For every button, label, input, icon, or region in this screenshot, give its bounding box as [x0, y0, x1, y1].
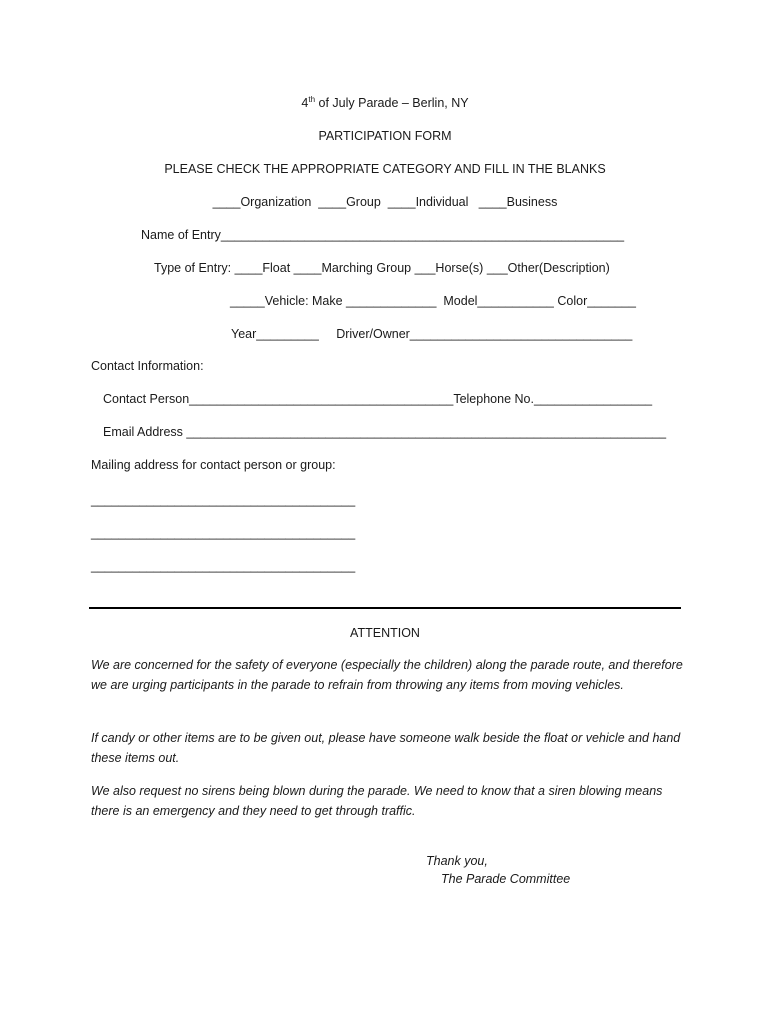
attention-text-3: We also request no sirens being blown during the parade. We need to know that a siren blowing means there is an emergency and they need to get through traffic. [91, 784, 663, 818]
mailing-address-label: Mailing address for contact person or group: [91, 458, 336, 472]
contact-heading: Contact Information: [91, 359, 204, 373]
type-of-entry-field[interactable]: Type of Entry: ____Float ____Marching Group ___Horse(s) ___Other(Description) [154, 261, 610, 275]
name-of-entry-field[interactable]: Name of Entry__________________________________________________________ [141, 228, 625, 242]
contact-person-field[interactable]: Contact Person______________________________________Telephone No._________________ [103, 392, 653, 406]
signoff-committee: The Parade Committee [441, 872, 571, 886]
vehicle-field[interactable]: _____Vehicle: Make _____________ Model___________ Color_______ [230, 294, 636, 308]
attention-heading: ATTENTION [350, 626, 420, 640]
mailing-line-1[interactable]: ______________________________________ [91, 493, 356, 507]
instructions: PLEASE CHECK THE APPROPRIATE CATEGORY AND FILL IN THE BLANKS [164, 162, 606, 176]
section-divider [89, 607, 681, 609]
mailing-line-2[interactable]: ______________________________________ [91, 526, 356, 540]
form-title: PARTICIPATION FORM [318, 129, 452, 143]
category-options[interactable]: ____Organization ____Group ____Individual ____Business [212, 195, 558, 209]
email-field[interactable]: Email Address _____________________________________________________________________ [103, 425, 667, 439]
signoff-thanks: Thank you, [426, 854, 488, 868]
attention-text-1: We are concerned for the safety of everyone (especially the children) along the parade route, and therefore we are urging participants in the parade to refrain from throwing any items from moving vehicles. [91, 658, 683, 692]
year-driver-field[interactable]: Year_________ Driver/Owner________________________________ [231, 327, 633, 341]
attention-text-2: If candy or other items are to be given out, please have someone walk beside the float or vehicle and hand these items out. [91, 731, 681, 765]
attention-paragraph-1 [91, 655, 691, 695]
attention-paragraph-3 [91, 781, 691, 821]
title-superscript: th [308, 94, 316, 104]
mailing-line-3[interactable]: ______________________________________ [91, 559, 356, 573]
document-title [0, 95, 770, 111]
title-text: of July Parade – Berlin, NY [315, 96, 469, 110]
attention-paragraph-2 [91, 728, 691, 768]
title-number: 4 [301, 96, 309, 110]
